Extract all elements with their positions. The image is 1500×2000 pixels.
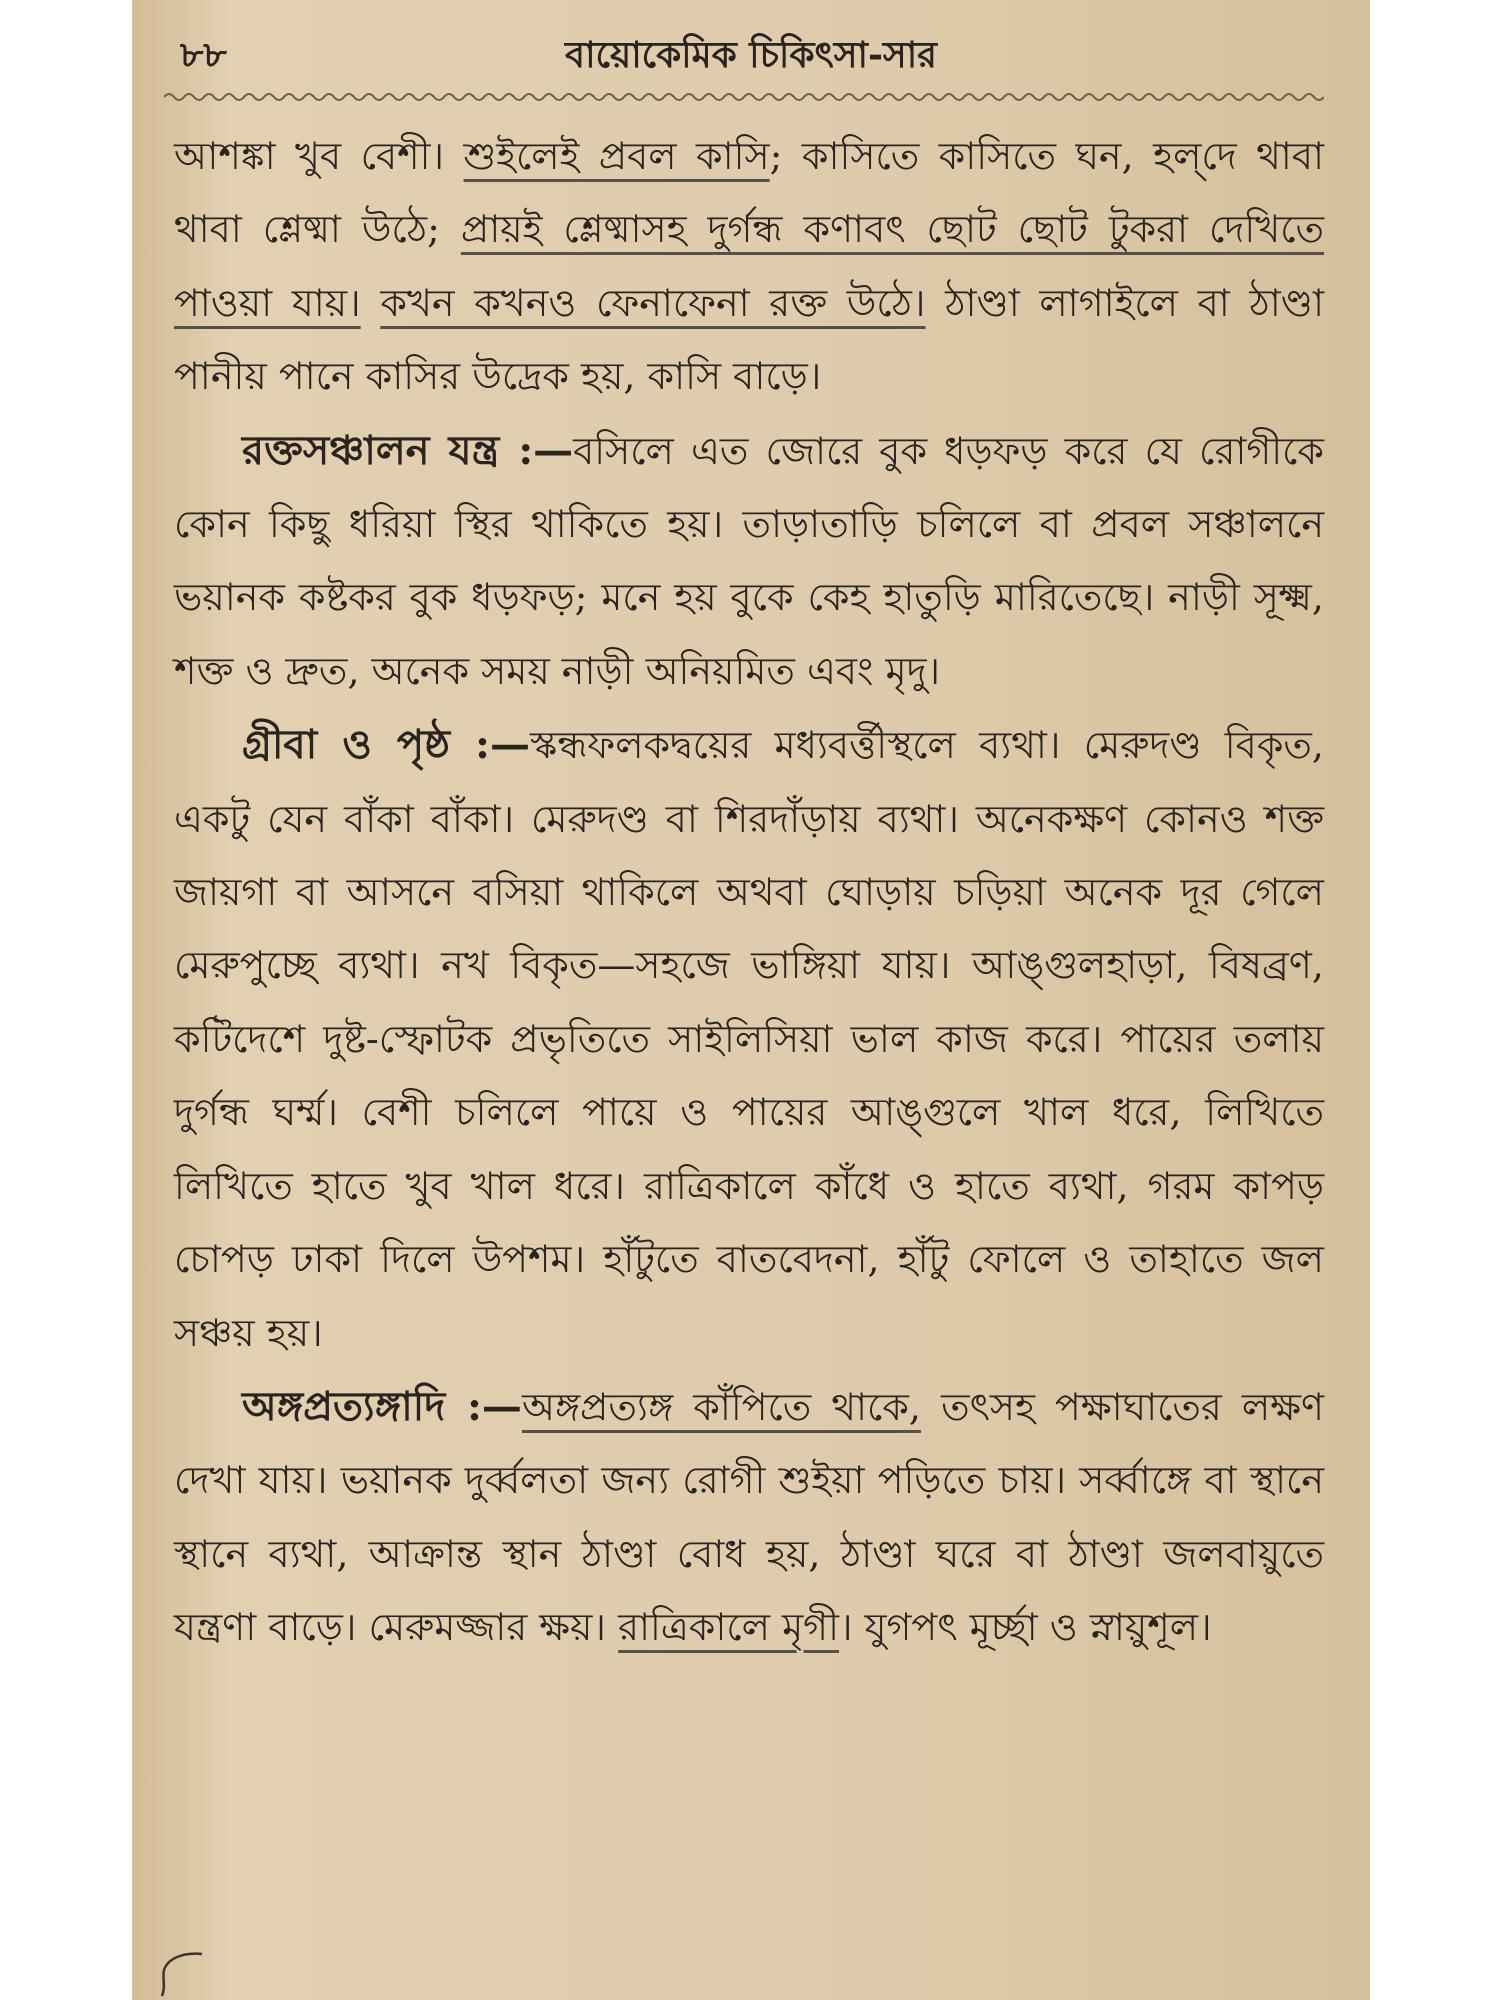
paragraph-heading: রক্তসঞ্চালন যন্ত্র :—	[242, 426, 574, 474]
paragraph-p3	[174, 708, 1324, 1370]
underlined-text: অঙ্গপ্রত্যঙ্গ কাঁপিতে থাকে,	[521, 1384, 921, 1429]
text-segment: স্কন্ধফলকদ্বয়ের মধ্যবর্ত্তীস্থলে ব্যথা। মেরুদণ্ড বিকৃত, একটু যেন বাঁকা বাঁকা। মেরুদণ্ড বা শিরদাঁড়ায় ব্যথা। অনেকক্ষণ কোনও শক্ত জায়গা বা আসনে বসিয়া থাকিলে অথবা ঘোড়ায় চড়িয়া অনেক দূর গেলে মেরুপুচ্ছে ব্যথা। নখ বিকৃত—সহজে ভাঙ্গিয়া যায়। আঙ্গুলহাড়া, বিষব্রণ, কটিদেশে দুষ্ট-স্ফোটক প্রভৃতিতে সাইলিসিয়া ভাল কাজ করে। পায়ের তলায় দুর্গন্ধ ঘর্ম্ম। বেশী চলিলে পায়ে ও পায়ের আঙ্গুলে খাল ধরে, লিখিতে লিখিতে হাতে খুব খাল ধরে। রাত্রিকালে কাঁধে ও হাতে ব্যথা, গরম কাপড় চোপড় ঢাকা দিলে উপশম। হাঁটুতে বাতবেদনা, হাঁটু ফোলে ও তাহাতে জল সঞ্চয় হয়।	[174, 723, 1324, 1355]
paragraph-heading: গ্রীবা ও পৃষ্ঠ :—	[242, 721, 530, 769]
text-segment: তৎসহ পক্ষাঘাতের লক্ষণ দেখা যায়। ভয়ানক দুর্ব্বলতা জন্য রোগী শুইয়া পড়িতে চায়। সর্ব্বাঙ্গে বা স্থানে স্থানে ব্যথা, আক্রান্ত স্থান ঠাণ্ডা বোধ হয়, ঠাণ্ডা ঘরে বা ঠাণ্ডা জলবায়ুতে যন্ত্রণা বাড়ে। মেরুমজ্জার ক্ষয়।	[174, 1384, 1325, 1650]
text-segment: । যুগপৎ মূর্চ্ছা ও স্নায়ুশূল।	[838, 1605, 1212, 1650]
text-segment: বসিলে এত জোরে বুক ধড়ফড় করে যে রোগীকে কোন কিছু ধরিয়া স্থির থাকিতে হয়। তাড়াতাড়ি চলিলে বা প্রবল সঞ্চালনে ভয়ানক কষ্টকর বুক ধড়ফড়; মনে হয় বুকে কেহ হাতুড়ি মারিতেছে। নাড়ী সূক্ষ্ম, শক্ত ও দ্রুত, অনেক সময় নাড়ী অনিয়মিত এবং মৃদু।	[174, 428, 1325, 693]
text-segment: ; কাসিতে কাসিতে ঘন, হল্‌দে থাবা থাবা শ্লেষ্মা উঠে;	[174, 134, 1324, 252]
body-text	[174, 120, 1324, 1665]
page-header	[172, 22, 1330, 82]
underlined-text: রাত্রিকালে মৃগী	[618, 1605, 839, 1650]
underlined-text: প্রায়ই শ্লেষ্মাসহ দুর্গন্ধ কণাবৎ ছোট ছোট টুকরা দেখিতে পাওয়া যায়।	[174, 207, 1325, 325]
underlined-text: শুইলেই প্রবল কাসি	[463, 134, 770, 178]
text-segment: ঠাণ্ডা লাগাইলে বা ঠাণ্ডা পানীয় পানে কাসির উদ্রেক হয়, কাসি বাড়ে।	[174, 280, 1324, 399]
paragraph-p4	[174, 1370, 1324, 1665]
text-segment	[361, 281, 381, 325]
running-title: বায়োকেমিক চিকিৎসা-সার	[565, 34, 937, 76]
page-number: ৮৮	[180, 34, 227, 76]
paragraph-p2	[174, 414, 1324, 709]
paragraph-heading: অঙ্গপ্রত্যঙ্গাদি :—	[242, 1382, 522, 1430]
paragraph-p1	[174, 120, 1324, 414]
underlined-text: কখন কখনও ফেনাফেনা রক্ত উঠে।	[380, 280, 926, 325]
handwritten-margin-mark	[154, 1948, 214, 1998]
text-segment: আশঙ্কা খুব বেশী।	[174, 134, 464, 178]
wavy-rule-divider	[164, 90, 1324, 104]
book-page	[132, 0, 1370, 2000]
